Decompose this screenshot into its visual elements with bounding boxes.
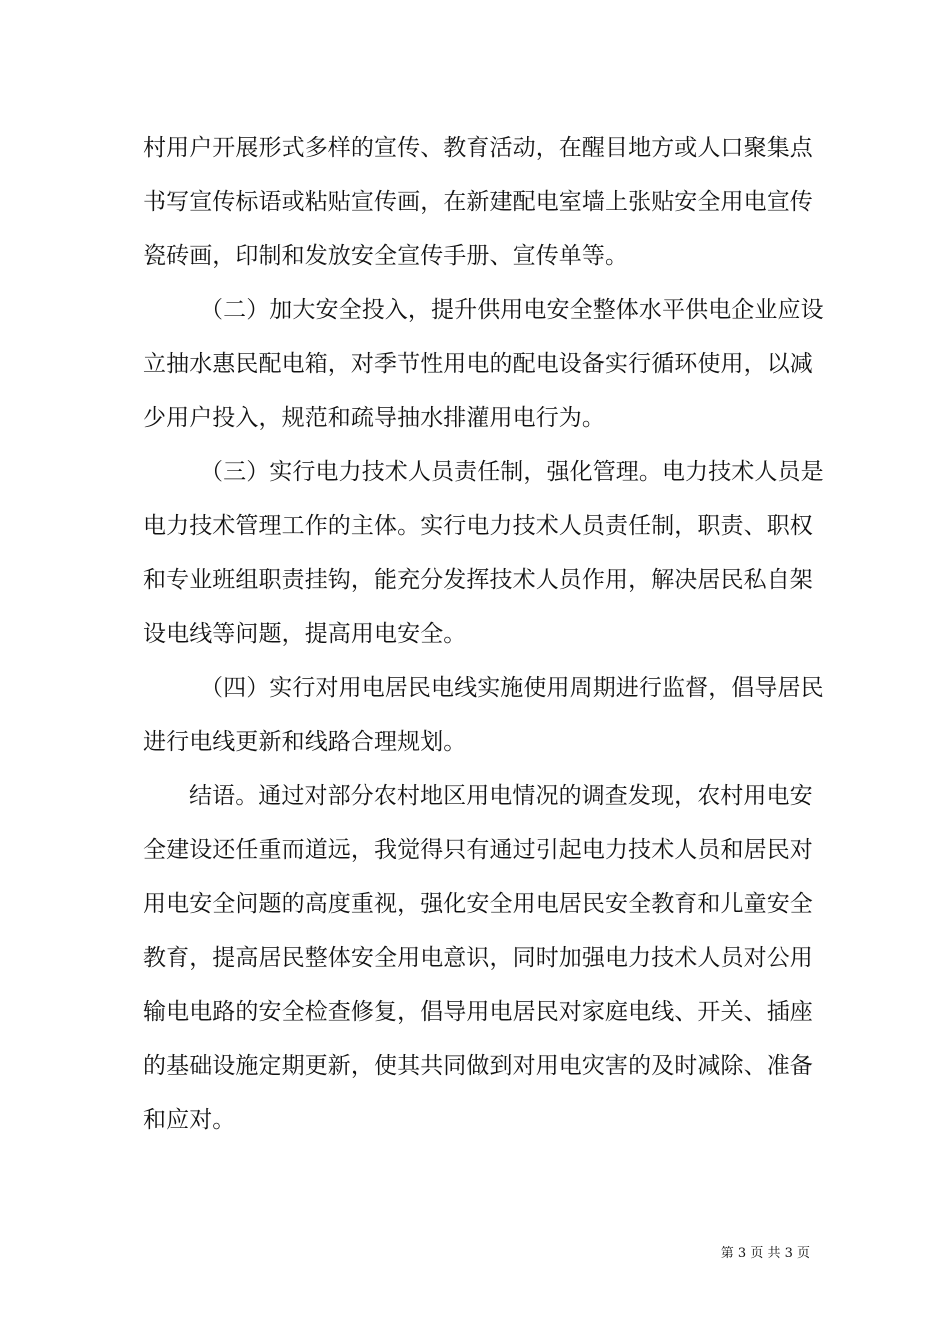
text-line-14: 全建设还任重而道远，我觉得只有通过引起电力技术人员和居民对 [143,837,813,863]
text-line-12: 进行电线更新和线路合理规划。 [143,729,467,755]
text-line-1: 村用户开展形式多样的宣传、教育活动，在醒目地方或人口聚集点 [143,135,813,161]
conclusion-start: 结语。通过对部分农村地区用电情况的调查发现，农村用电安 [189,783,813,809]
paragraph-4-start: （四）实行对用电居民电线实施使用周期进行监督，倡导居民 [200,675,824,701]
body-text [143,121,824,1147]
paragraph-2-start: （二）加大安全投入，提升供用电安全整体水平供电企业应设 [200,297,824,323]
text-line-9: 和专业班组职责挂钩，能充分发挥技术人员作用，解决居民私自架 [143,567,813,593]
text-line-8: 电力技术管理工作的主体。实行电力技术人员责任制，职责、职权 [143,513,813,539]
text-line-5: 立抽水惠民配电箱，对季节性用电的配电设备实行循环使用，以减 [143,351,813,377]
paragraph-3-start: （三）实行电力技术人员责任制，强化管理。电力技术人员是 [200,459,824,485]
text-line-17: 输电电路的安全检查修复，倡导用电居民对家庭电线、开关、插座 [143,999,813,1025]
text-line-18: 的基础设施定期更新，使其共同做到对用电灾害的及时减除、准备 [143,1053,813,1079]
text-line-16: 教育，提高居民整体安全用电意识，同时加强电力技术人员对公用 [143,945,813,971]
text-line-15: 用电安全问题的高度重视，强化安全用电居民安全教育和儿童安全 [143,891,813,917]
text-line-2: 书写宣传标语或粘贴宣传画，在新建配电室墙上张贴安全用电宣传 [143,189,813,215]
text-line-6: 少用户投入，规范和疏导抽水排灌用电行为。 [143,405,605,431]
text-line-3: 瓷砖画，印制和发放安全宣传手册、宣传单等。 [143,243,629,269]
page-number: 第 3 页 共 3 页 [720,1246,810,1261]
text-line-19: 和应对。 [143,1107,236,1133]
text-line-10: 设电线等问题，提高用电安全。 [143,621,467,647]
